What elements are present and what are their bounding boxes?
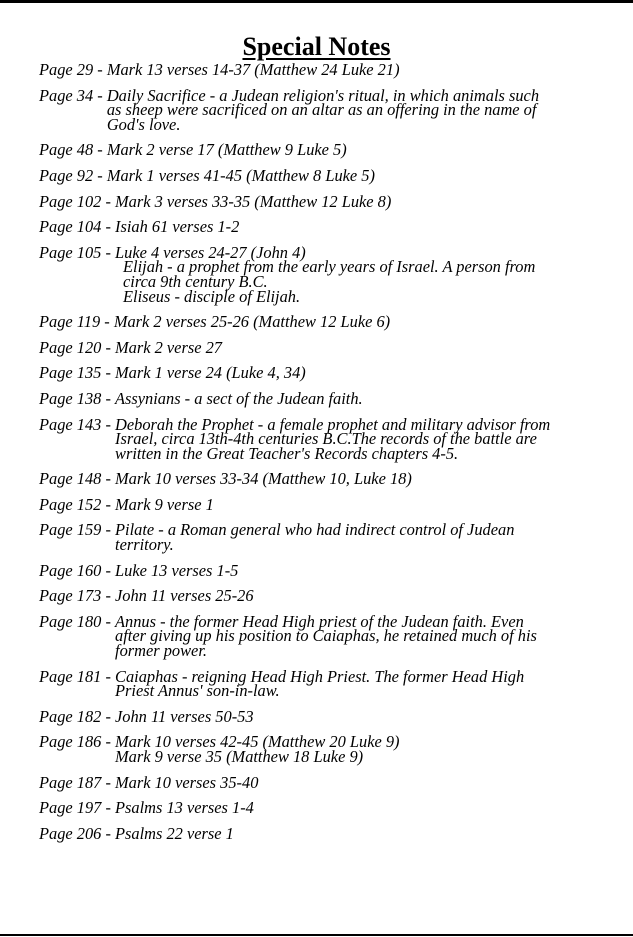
note-body	[115, 191, 624, 211]
note-entry	[39, 242, 624, 306]
note-entry	[39, 165, 624, 185]
note-page-reference: Page 92 -	[39, 165, 107, 185]
note-body	[113, 312, 624, 332]
note-page-reference: Page 104 -	[39, 217, 116, 237]
note-line: as sheep were sacrificed on an altar as an offering in the name of	[106, 100, 537, 120]
note-entry	[39, 520, 624, 555]
note-entry	[39, 388, 624, 408]
note-line: John 11 verses 50-53	[115, 706, 254, 726]
note-entry	[39, 85, 624, 134]
note-entry	[39, 611, 624, 661]
note-entry	[39, 494, 624, 514]
note-line: Mark 9 verse 1	[115, 494, 214, 514]
note-page-reference: Page 173 -	[39, 586, 116, 606]
note-body	[115, 217, 624, 237]
note-entry	[39, 191, 624, 211]
note-entry	[39, 706, 624, 726]
note-line: Pilate - a Roman general who had indirect control of Judean	[115, 520, 515, 540]
notes-list	[39, 60, 624, 852]
note-entry	[39, 586, 624, 606]
note-body	[115, 586, 624, 606]
note-entry	[39, 666, 624, 701]
note-page-reference: Page 181 -	[39, 666, 116, 686]
note-page-reference: Page 119 -	[39, 312, 114, 332]
note-page-reference: Page 159 -	[39, 520, 116, 540]
note-page-reference: Page 197 -	[39, 798, 116, 818]
note-line: Assynians - a sect of the Judean faith.	[115, 388, 363, 408]
note-body	[115, 494, 624, 514]
note-line: Luke 13 verses 1-5	[115, 560, 239, 580]
note-body	[115, 469, 624, 489]
note-line: written in the Great Teacher's Records chapters 4-5.	[115, 443, 459, 463]
note-page-reference: Page 148 -	[39, 469, 116, 489]
note-body	[115, 798, 624, 818]
note-line: Annus - the former Head High priest of the Judean faith. Even	[115, 611, 524, 631]
note-body	[115, 414, 624, 463]
bottom-border-rule	[0, 934, 633, 936]
note-page-reference: Page 135 -	[39, 363, 116, 383]
note-entry	[39, 469, 624, 489]
note-entry	[39, 140, 624, 160]
note-line: Psalms 13 verses 1-4	[115, 798, 254, 818]
note-line: God's love.	[106, 114, 181, 134]
note-line: Mark 2 verses 25-26 (Matthew 12 Luke 6)	[113, 312, 391, 332]
note-line: Elijah - a prophet from the early years of Israel. A person from	[123, 257, 536, 277]
note-entry	[39, 772, 624, 792]
note-entry	[39, 732, 624, 766]
note-line: Israel, circa 13th-4th centuries B.C.The records of the battle are	[115, 429, 537, 449]
note-body	[115, 823, 624, 843]
note-body	[115, 732, 624, 766]
note-body	[115, 611, 624, 661]
note-page-reference: Page 105 -	[39, 242, 116, 262]
note-line: Mark 10 verses 42-45 (Matthew 20 Luke 9)	[115, 732, 400, 752]
note-entry	[39, 560, 624, 580]
note-page-reference: Page 180 -	[39, 611, 116, 631]
note-line: Isiah 61 verses 1-2	[115, 217, 240, 237]
note-body	[106, 85, 624, 134]
note-page-reference: Page 120 -	[39, 337, 116, 357]
note-line: Mark 3 verses 33-35 (Matthew 12 Luke 8)	[115, 191, 392, 211]
note-line: Luke 4 verses 24-27 (John 4)	[115, 242, 306, 262]
note-line: Psalms 22 verse 1	[115, 823, 234, 843]
note-page-reference: Page 34 -	[39, 85, 107, 105]
note-page-reference: Page 182 -	[39, 706, 116, 726]
note-entry	[39, 60, 624, 79]
note-line: Mark 10 verses 35-40	[115, 772, 259, 792]
note-body	[115, 363, 624, 383]
note-line: Deborah the Prophet - a female prophet and military advisor from	[115, 414, 551, 434]
note-body	[115, 520, 624, 555]
note-line: territory.	[115, 535, 174, 555]
top-border-rule	[0, 0, 633, 3]
note-page-reference: Page 187 -	[39, 772, 116, 792]
note-entry	[39, 337, 624, 357]
note-body	[106, 140, 624, 160]
note-page-reference: Page 138 -	[39, 388, 116, 408]
note-page-reference: Page 186 -	[39, 732, 116, 752]
note-body	[115, 337, 624, 357]
note-page-reference: Page 206 -	[39, 823, 116, 843]
note-body	[115, 242, 624, 306]
note-line: Eliseus - disciple of Elijah.	[123, 286, 301, 306]
note-line: after giving up his position to Caiaphas, he retained much of his	[115, 626, 537, 646]
note-entry	[39, 312, 624, 332]
note-line: Mark 1 verse 24 (Luke 4, 34)	[115, 363, 306, 383]
note-line: Mark 10 verses 33-34 (Matthew 10, Luke 18)	[115, 469, 412, 489]
note-page-reference: Page 102 -	[39, 191, 116, 211]
note-page-reference: Page 29 -	[39, 60, 107, 79]
note-line: Mark 13 verses 14-37 (Matthew 24 Luke 21)	[106, 60, 400, 79]
note-body	[115, 772, 624, 792]
note-entry	[39, 823, 624, 843]
note-line: Priest Annus' son-in-law.	[115, 681, 280, 701]
note-page-reference: Page 160 -	[39, 560, 116, 580]
note-line: Daily Sacrifice - a Judean religion's ritual, in which animals such	[106, 85, 540, 105]
note-entry	[39, 414, 624, 463]
note-page-reference: Page 143 -	[39, 414, 116, 434]
note-body	[115, 560, 624, 580]
note-entry	[39, 217, 624, 237]
note-page-reference: Page 152 -	[39, 494, 116, 514]
note-page-reference: Page 48 -	[39, 140, 107, 160]
note-body	[115, 666, 624, 701]
note-line: former power.	[115, 641, 207, 661]
page-title: Special Notes	[242, 32, 391, 62]
note-body	[106, 165, 624, 185]
note-line: Mark 9 verse 35 (Matthew 18 Luke 9)	[115, 747, 364, 766]
note-line: Mark 1 verses 41-45 (Matthew 8 Luke 5)	[106, 165, 375, 185]
note-body	[115, 706, 624, 726]
note-line: John 11 verses 25-26	[115, 586, 254, 606]
note-body	[106, 60, 624, 79]
note-body	[115, 388, 624, 408]
note-line: Mark 2 verse 27	[115, 337, 222, 357]
note-line: circa 9th century B.C.	[123, 271, 268, 291]
note-entry	[39, 798, 624, 818]
note-line: Mark 2 verse 17 (Matthew 9 Luke 5)	[106, 140, 347, 160]
note-entry	[39, 363, 624, 383]
note-line: Caiaphas - reigning Head High Priest. The former Head High	[115, 666, 525, 686]
